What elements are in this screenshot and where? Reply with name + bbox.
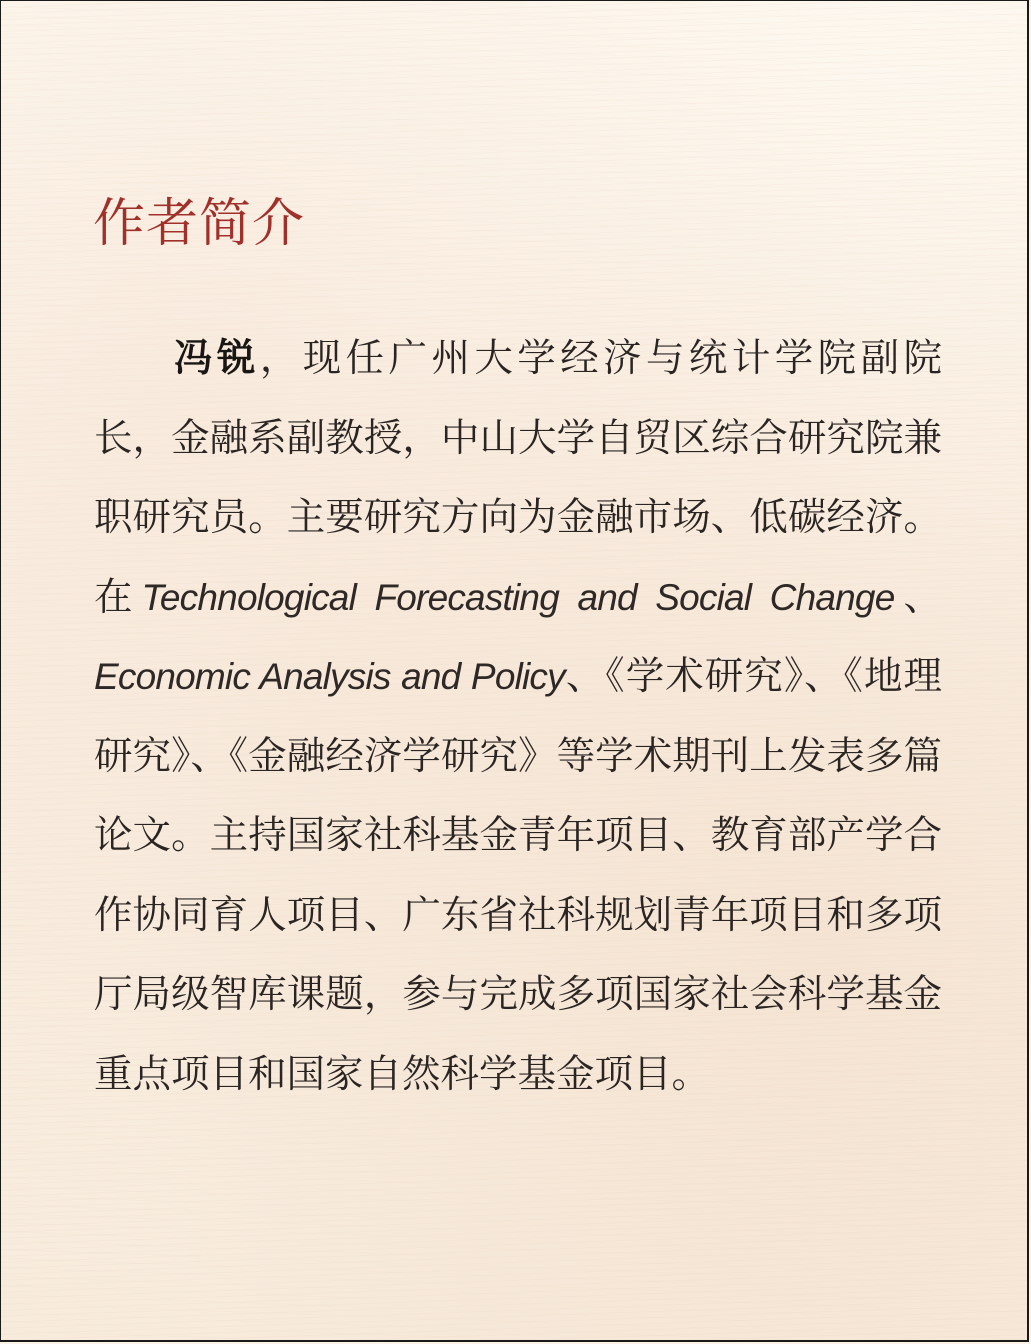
bio-text-segment: 、《学术研究》、《地理研究》、《金融经济学研究》等学术期刊上发表多篇论文。主持国家社科基金青年项目、教育部产学合作协同育人项目、广东省社科规划青年项目和多项厅局级智库课题，参与完成多项国家社会科学基金重点项目和国家自然科学基金项目。 [94,654,942,1097]
bio-separator: 、 [894,574,942,620]
section-title: 作者简介 [93,194,306,254]
journal-title-en: Economic Analysis and Policy [94,656,565,697]
author-bio-paragraph [94,319,942,1114]
journal-title-en: Technological Forecasting and Social Change [141,576,895,618]
author-name: 冯锐 [174,336,260,381]
bio-text-segment: ，现任广州大学经济与统计学院副院长，金融系副教授，中山大学自贸区综合研究院兼职研究员。主要研究方向为金融市场、低碳经济。在 [94,336,942,620]
